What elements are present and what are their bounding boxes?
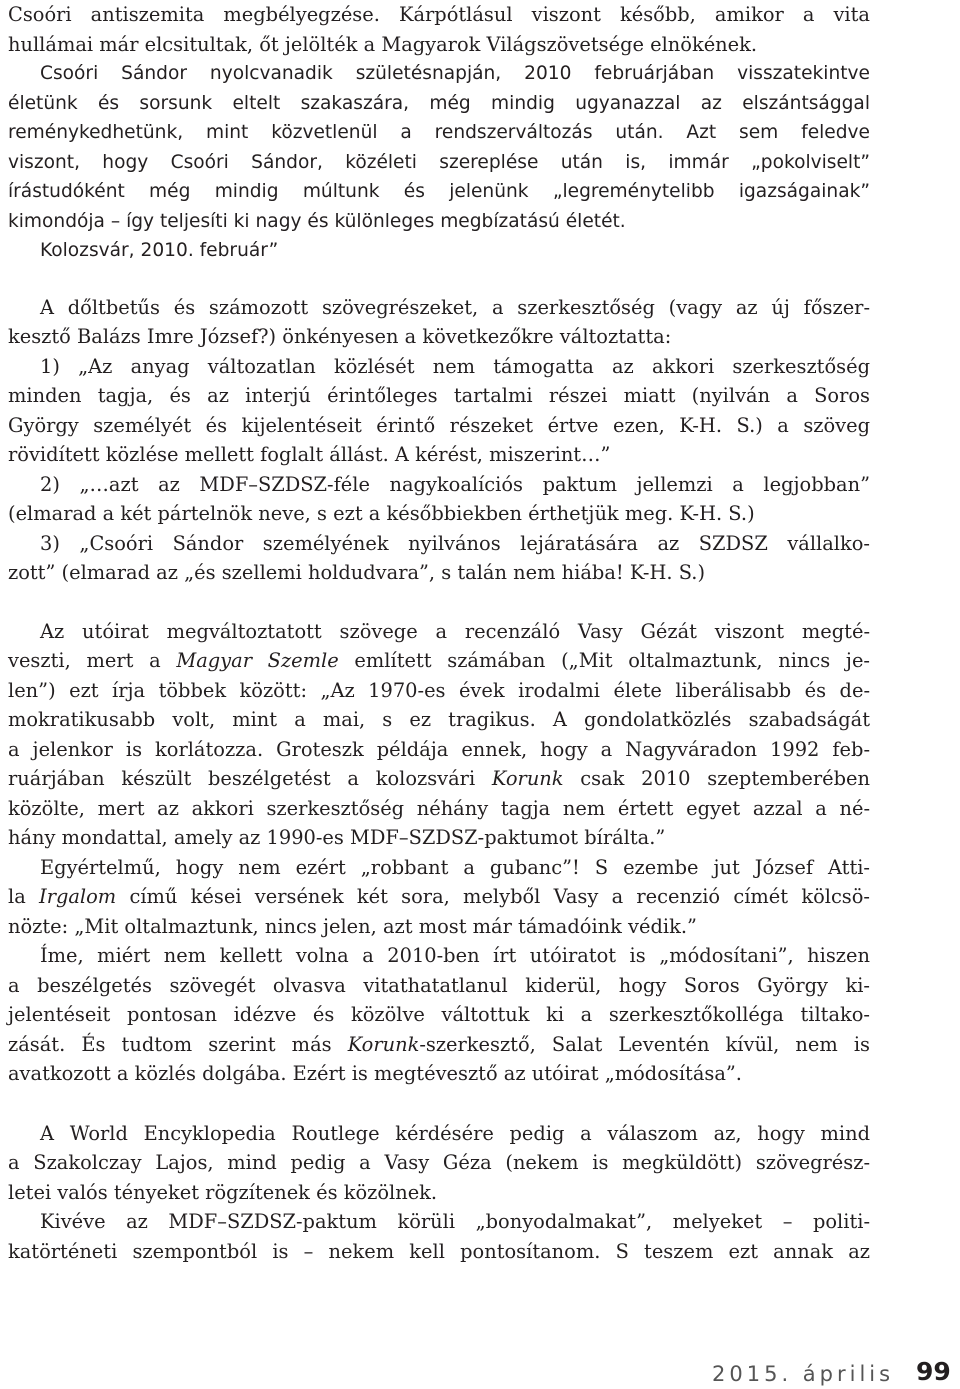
text-line: hullámai már elcsitultak, őt jelölték a Magyarok Világszövetsége elnökének. — [8, 32, 758, 56]
italic-title: Irgalom — [39, 885, 117, 908]
paragraph — [8, 59, 870, 266]
list-item — [8, 352, 870, 470]
footer-date: 2015. április — [712, 1362, 895, 1386]
text-line: Az utóirat megváltoztatott szövege a recenzáló Vasy Gézát viszont megté- — [40, 619, 870, 643]
text-line: György személyét és kijelentéseit érintő részeket értve ezen, K-H. S.) a szöveg — [8, 413, 870, 437]
text-line: 3) „Csoóri Sándor személyének nyilvános lejáratására az SZDSZ vállalko- — [40, 531, 870, 555]
list-item — [8, 470, 870, 529]
text-line: írástudóként még mindig múltunk és jelenünk „legreménytelibb igazságainak” — [8, 181, 870, 202]
text-line: hány mondattal, amely az 1990-es MDF–SZDSZ-paktumot bírálta.” — [8, 826, 666, 849]
text-fragment: veszti, mert a — [8, 649, 177, 672]
text-line: rövidített közlése mellett foglalt állást. A kérést, miszerint…” — [8, 443, 611, 466]
text-line: Íme, miért nem kellett volna a 2010-ben írt utóiratot is „módosítani”, hiszen — [40, 944, 870, 967]
paragraph — [8, 0, 870, 59]
text-line — [8, 764, 870, 794]
paragraph — [8, 853, 870, 942]
text-fragment: zását. És tudtom szerint más — [8, 1032, 348, 1056]
text-fragment: említett számában („Mit oltalmaztunk, nincs je- — [338, 649, 870, 672]
text-line: kesztő Balázs Imre József?) önkényesen a következőkre változtatta: — [8, 325, 672, 348]
italic-title: Magyar Szemle — [176, 649, 339, 672]
text-fragment: című kései versének két sora, melyből Vasy a recenzió címét kölcsö- — [116, 885, 870, 908]
list-item — [8, 529, 870, 588]
italic-title: Korunk — [491, 767, 564, 790]
text-line: reménykedhetünk, mint közvetlenül a rendszerváltozás után. Azt sem feledve — [8, 122, 870, 143]
text-fragment: -szerkesztő, Salat Leventén kívül, nem is — [419, 1032, 870, 1056]
text-line: jelentéseit pontosan idézve és közölve váltottuk ki a szerkesztőkolléga tiltako- — [8, 1003, 870, 1026]
text-line: a Szakolczay Lajos, mind pedig a Vasy Géza (nekem is megküldött) szövegrész- — [8, 1151, 870, 1174]
text-line — [8, 646, 870, 676]
text-line: (elmarad a két pártelnök neve, s ezt a későbbiekben érthetjük meg. K-H. S.) — [8, 502, 755, 525]
text-line: Csoóri Sándor nyolcvanadik születésnapján, 2010 februárjában visszatekintve — [40, 63, 870, 84]
article-body — [8, 0, 870, 1266]
text-line: avatkozott a közlés dolgába. Ezért is megtévesztő az utóirat „módosítása”. — [8, 1062, 742, 1085]
text-line: len”) ezt írja többek között: „Az 1970-es évek irodalmi élete liberálisabb és de- — [8, 678, 870, 702]
text-line — [8, 882, 870, 912]
text-line: letei valós tényeket rögzítenek és közölnek. — [8, 1180, 438, 1204]
text-line: katörténeti szempontból is – nekem kell pontosítanom. S teszem ezt annak az — [8, 1239, 870, 1263]
text-line: nözte: „Mit oltalmaztunk, nincs jelen, azt most már támadóink védik.” — [8, 914, 697, 938]
text-line: közölte, mert az akkori szerkesztőség néhány tagja nem értett egyet azzal a né- — [8, 796, 870, 820]
text-fragment: la — [8, 885, 40, 908]
text-line: kimondója – így teljesíti ki nagy és különleges megbízatású életét. — [8, 210, 626, 232]
text-line: Egyértelmű, hogy nem ezért „robbant a gubanc”! S ezembe jut József Atti- — [40, 855, 870, 879]
paragraph — [8, 1207, 870, 1266]
text-line: viszont, hogy Csoóri Sándor, közéleti szereplése után is, immár „pokolviselt” — [8, 151, 870, 173]
page-number: 99 — [916, 1357, 951, 1386]
text-line: életünk és sorsunk eltelt szakaszára, még mindig ugyanazzal az elszántsággal — [8, 92, 870, 114]
text-line — [8, 1030, 870, 1060]
paragraph — [8, 941, 870, 1089]
paragraph — [8, 293, 870, 352]
paragraph — [8, 617, 870, 853]
text-line: Csoóri antiszemita megbélyegzése. Kárpótlásul viszont később, amikor a vita — [8, 3, 870, 26]
dateline: Kolozsvár, 2010. február” — [40, 240, 279, 261]
text-line: 1) „Az anyag változatlan közlését nem támogatta az akkori szerkesztőség — [40, 354, 870, 378]
italic-title: Korunk — [347, 1032, 420, 1056]
text-line: a beszélgetés szövegét olvasva vitathatatlanul kiderül, hogy Soros György ki- — [8, 973, 870, 997]
text-line: A dőltbetűs és számozott szövegrészeket, a szerkesztőség (vagy az új főszer- — [40, 295, 870, 319]
text-line: a jelenkor is korlátozza. Groteszk példája ennek, hogy a Nagyváradon 1992 feb- — [8, 737, 870, 761]
text-line: Kivéve az MDF–SZDSZ-paktum körüli „bonyodalmakat”, melyeket – politi- — [40, 1210, 870, 1233]
text-line: A World Encyklopedia Routlege kérdésére pedig a válaszom az, hogy mind — [40, 1121, 870, 1145]
text-line: minden tagja, és az interjú érintőleges tartalmi részei miatt (nyilván a Soros — [8, 384, 870, 407]
text-line: zott” (elmarad az „és szellemi holdudvara”, s talán nem hiába! K-H. S.) — [8, 561, 706, 584]
text-line: mokratikusabb volt, mint a mai, s ez tragikus. A gondolatközlés szabadságát — [8, 708, 870, 731]
text-line: 2) „…azt az MDF–SZDSZ-féle nagykoalíciós paktum jellemzi a legjobban” — [40, 472, 870, 496]
text-fragment: csak 2010 szeptemberében — [563, 767, 870, 790]
paragraph — [8, 1119, 870, 1208]
text-fragment: ruárjában készült beszélgetést a kolozsvári — [8, 767, 492, 790]
